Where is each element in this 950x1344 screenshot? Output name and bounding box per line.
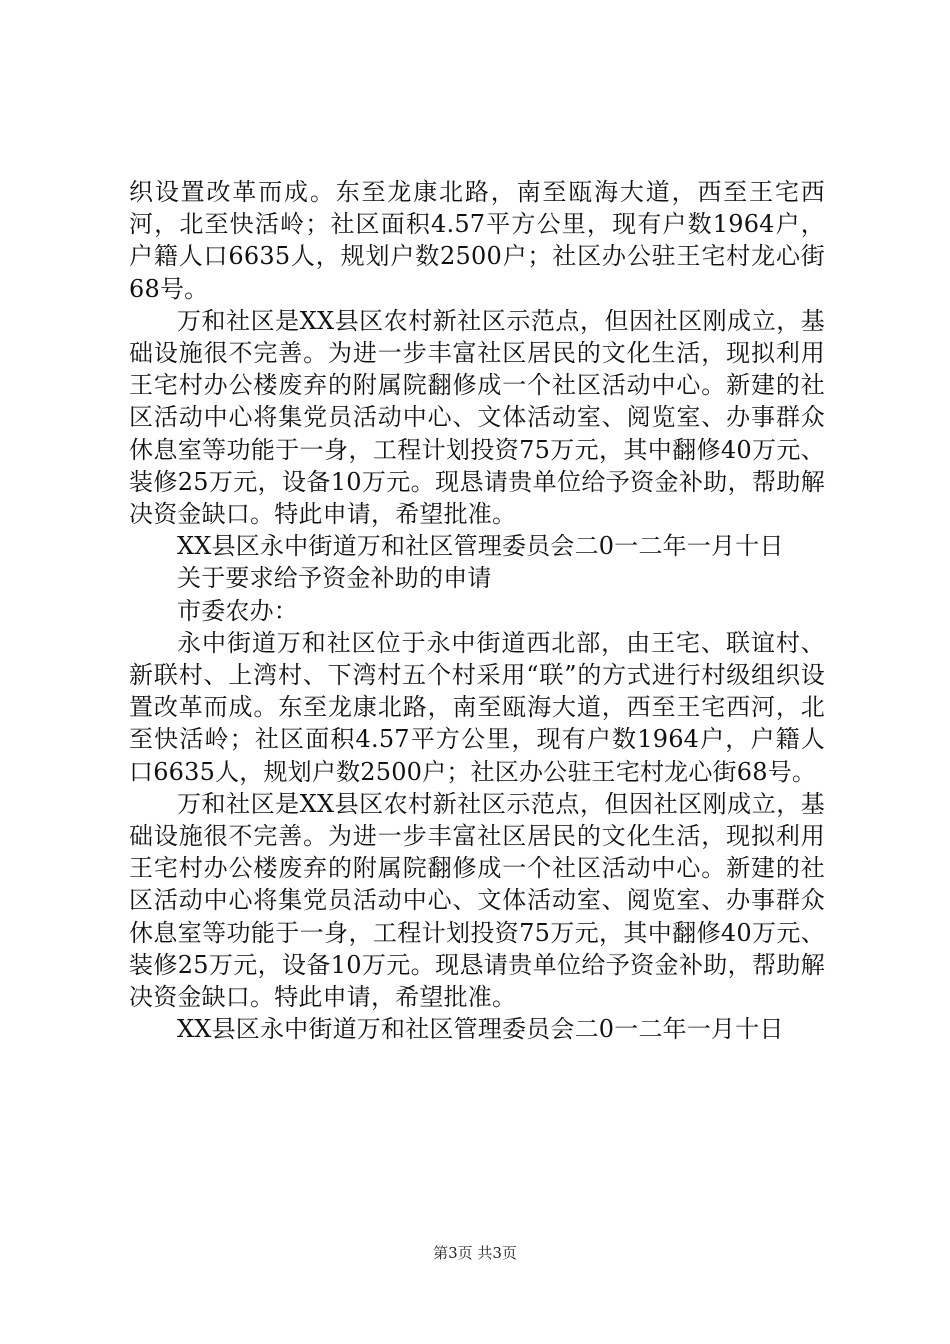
salutation: 市委农办： — [177, 596, 298, 625]
document-title: 关于要求给予资金补助的申请 — [177, 564, 492, 593]
paragraph-4: 万和社区是XX县区农村新社区示范点，但因社区刚成立，基础设施很不完善。为进一步丰富社区居民的文化生活，现拟利用王宅村办公楼废弃的附属院翻修成一个社区活动中心。新建的社区活动中心将集党员活动中心、文体活动室、阅览室、办事群众休息室等功能于一身，工程计划投资75万元，其中翻修40万元、装修25万元，设备10万元。现恳请贵单位给予资金补助，帮助解决资金缺口。特此申请，希望批准。 — [129, 789, 825, 1012]
signature-line-2: XX县区永中街道万和社区管理委员会二0一二年一月十日 — [177, 1015, 784, 1044]
document-body — [129, 176, 825, 1045]
signature-line-1: XX县区永中街道万和社区管理委员会二0一二年一月十日 — [177, 532, 784, 561]
page-footer: 第3页 共3页 — [433, 1244, 517, 1262]
paragraph-3: 永中街道万和社区位于永中街道西北部，由王宅、联谊村、新联村、上湾村、下湾村五个村采用“联”的方式进行村级组织设置改革而成。东至龙康北路，南至瓯海大道，西至王宅西河，北至快活岭；社区面积4.57平方公里，现有户数1964户，户籍人口6635人，规划户数2500户；社区办公驻王宅村龙心街68号。 — [129, 628, 825, 786]
paragraph-2: 万和社区是XX县区农村新社区示范点，但因社区刚成立，基础设施很不完善。为进一步丰富社区居民的文化生活，现拟利用王宅村办公楼废弃的附属院翻修成一个社区活动中心。新建的社区活动中心将集党员活动中心、文体活动室、阅览室、办事群众休息室等功能于一身，工程计划投资75万元，其中翻修40万元、装修25万元，设备10万元。现恳请贵单位给予资金补助，帮助解决资金缺口。特此申请，希望批准。 — [129, 306, 825, 529]
paragraph-1: 织设置改革而成。东至龙康北路，南至瓯海大道，西至王宅西河，北至快活岭；社区面积4.57平方公里，现有户数1964户，户籍人口6635人，规划户数2500户；社区办公驻王宅村龙心街68号。 — [129, 178, 825, 303]
